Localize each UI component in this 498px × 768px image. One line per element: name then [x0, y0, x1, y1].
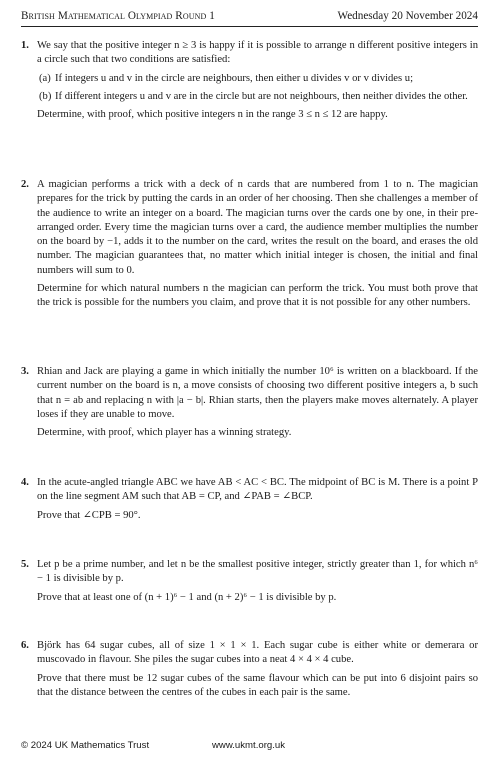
exam-date: Wednesday 20 November 2024	[337, 10, 478, 22]
problem-text: Rhian and Jack are playing a game in which initially the number 10⁶ is written on a blackboard. If the current number on the board is n, a move consists of choosing two different positive integers a, b such that n = ab and replacing n with |a − b|. Rhian starts, then the players make moves alternately. A player loses if they are unable to move.	[37, 366, 478, 420]
problem-task: Determine, with proof, which player has a winning strategy.	[37, 427, 292, 439]
problem-task: Prove that ∠CPB = 90°.	[37, 509, 141, 521]
problem-text: A magician performs a trick with a deck of n cards that are numbered from 1 to n. The magician prepares for the trick by putting the cards in an order of her choosing. Then she challenges a member of the audience to write an integer on a board. The magician turns over the cards one by one, in their pre-arranged order. Every time the magician turns over a card, the audience member multiplies the number on the board by −1, adds it to the number on the card, writes the result on the board, and erases the old number. The magician guarantees that, no matter which initial integer is chosen, the initial and final numbers will sum to 0.	[37, 179, 478, 276]
problem-task: Prove that there must be 12 sugar cubes of the same flavour which can be put into 6 disjoint pairs so that the distance between the centres of the cubes in each pair is the same.	[37, 672, 478, 698]
problem-text: In the acute-angled triangle ABC we have AB < AC < BC. The midpoint of BC is M. There is a point P on the line segment AM such that AB = CP, and ∠PAB = ∠BCP.	[37, 477, 478, 503]
problem-task: Determine for which natural numbers n the magician can perform the trick. You must both prove that the trick is possible for the numbers you claim, and prove that it is not possible for any other numbers.	[37, 283, 478, 309]
condition-item	[37, 90, 478, 104]
problem-text: Björk has 64 sugar cubes, all of size 1 × 1 × 1. Each sugar cube is either white or demerara or muscovado in flavour. She piles the sugar cubes into a neat 4 × 4 × 4 cube.	[37, 640, 478, 666]
problem-number: 6.	[21, 640, 29, 651]
problem-task: Prove that at least one of (n + 1)⁶ − 1 and (n + 2)⁶ − 1 is divisible by p.	[37, 591, 337, 603]
footer-url: www.ukmt.org.uk	[212, 740, 286, 751]
condition-item	[37, 72, 478, 86]
competition-title: British Mathematical Olympiad Round 1	[21, 10, 215, 22]
problem-text: We say that the positive integer n ≥ 3 is happy if it is possible to arrange n different positive integers in a circle such that two conditions are satisfied:	[37, 40, 478, 66]
problem-number: 4.	[21, 477, 29, 488]
problem-number: 5.	[21, 559, 29, 570]
problem-number: 2.	[21, 179, 29, 190]
condition-text: If different integers u and v are in the circle but are not neighbours, then neither divides the other.	[55, 90, 468, 102]
condition-label: (b)	[39, 90, 52, 102]
page-header	[21, 8, 478, 24]
condition-label: (a)	[39, 72, 51, 84]
problem-text: Let p be a prime number, and let n be the smallest positive integer, strictly greater than 1, for which n⁶ − 1 is divisible by p.	[37, 559, 478, 585]
copyright-notice: © 2024 UK Mathematics Trust	[21, 740, 150, 751]
page-footer	[21, 739, 478, 753]
problem-number: 1.	[21, 40, 29, 51]
condition-text: If integers u and v in the circle are neighbours, then either u divides v or v divides u;	[55, 72, 414, 84]
header-rule	[21, 26, 478, 27]
problem-task: Determine, with proof, which positive integers n in the range 3 ≤ n ≤ 12 are happy.	[37, 109, 388, 121]
problem-number: 3.	[21, 366, 29, 377]
